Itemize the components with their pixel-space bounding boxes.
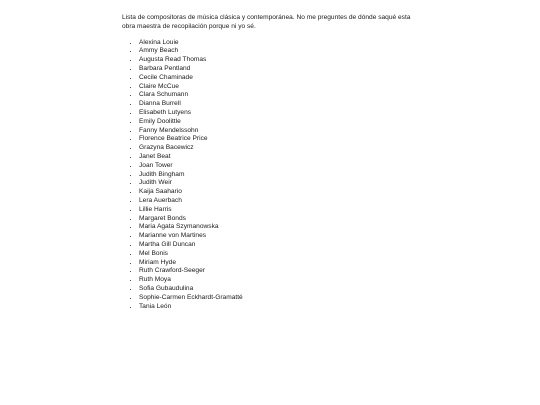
- list-item: • Miriam Hyde: [139, 259, 422, 268]
- list-item: • Florence Beatrice Price: [139, 135, 422, 144]
- list-item: • Emily Doolittle: [139, 118, 422, 127]
- list-item: • Dianna Burrell: [139, 100, 422, 109]
- list-item: • Cecile Chaminade: [139, 74, 422, 83]
- list-item: • Barbara Pentland: [139, 65, 422, 74]
- list-item: • Grazyna Bacewicz: [139, 144, 422, 153]
- list-item: • Lillie Harris: [139, 206, 422, 215]
- list-item: • Janet Beat: [139, 153, 422, 162]
- list-item: • Mel Bonis: [139, 250, 422, 259]
- list-item: • Joan Tower: [139, 162, 422, 171]
- composer-list: [122, 39, 422, 312]
- document-body: [122, 14, 422, 311]
- list-item: • Kaija Saahario: [139, 188, 422, 197]
- list-item: • Ruth Crawford-Seeger: [139, 267, 422, 276]
- list-item: • Augusta Read Thomas: [139, 56, 422, 65]
- list-item: • Sofia Gubaudulina: [139, 285, 422, 294]
- list-item: • Lera Auerbach: [139, 197, 422, 206]
- list-item: • Claire McCue: [139, 83, 422, 92]
- list-item: • Fanny Mendelssohn: [139, 127, 422, 136]
- list-item: • Judith Bingham: [139, 171, 422, 180]
- list-item: • Alexina Louie: [139, 39, 422, 48]
- list-item: • Tania León: [139, 303, 422, 312]
- list-item: • Judith Weir: [139, 179, 422, 188]
- intro-paragraph: Lista de compositoras de música clásica y contemporánea. No me preguntes de dónde saqué esta obra maestra de recopilación porque ni yo sé.: [122, 14, 411, 30]
- list-item: • Ruth Moya: [139, 276, 422, 285]
- list-item: • Sophie-Carmen Eckhardt-Gramatté: [139, 294, 422, 303]
- list-item: • Margaret Bonds: [139, 215, 422, 224]
- list-item: • Elisabeth Lutyens: [139, 109, 422, 118]
- list-item: • Martha Gill Duncan: [139, 241, 422, 250]
- list-item: • Marianne von Martines: [139, 232, 422, 241]
- list-item: • Ammy Beach: [139, 47, 422, 56]
- list-item: • Maria Agata Szymanowska: [139, 223, 422, 232]
- list-item: • Clara Schumann: [139, 91, 422, 100]
